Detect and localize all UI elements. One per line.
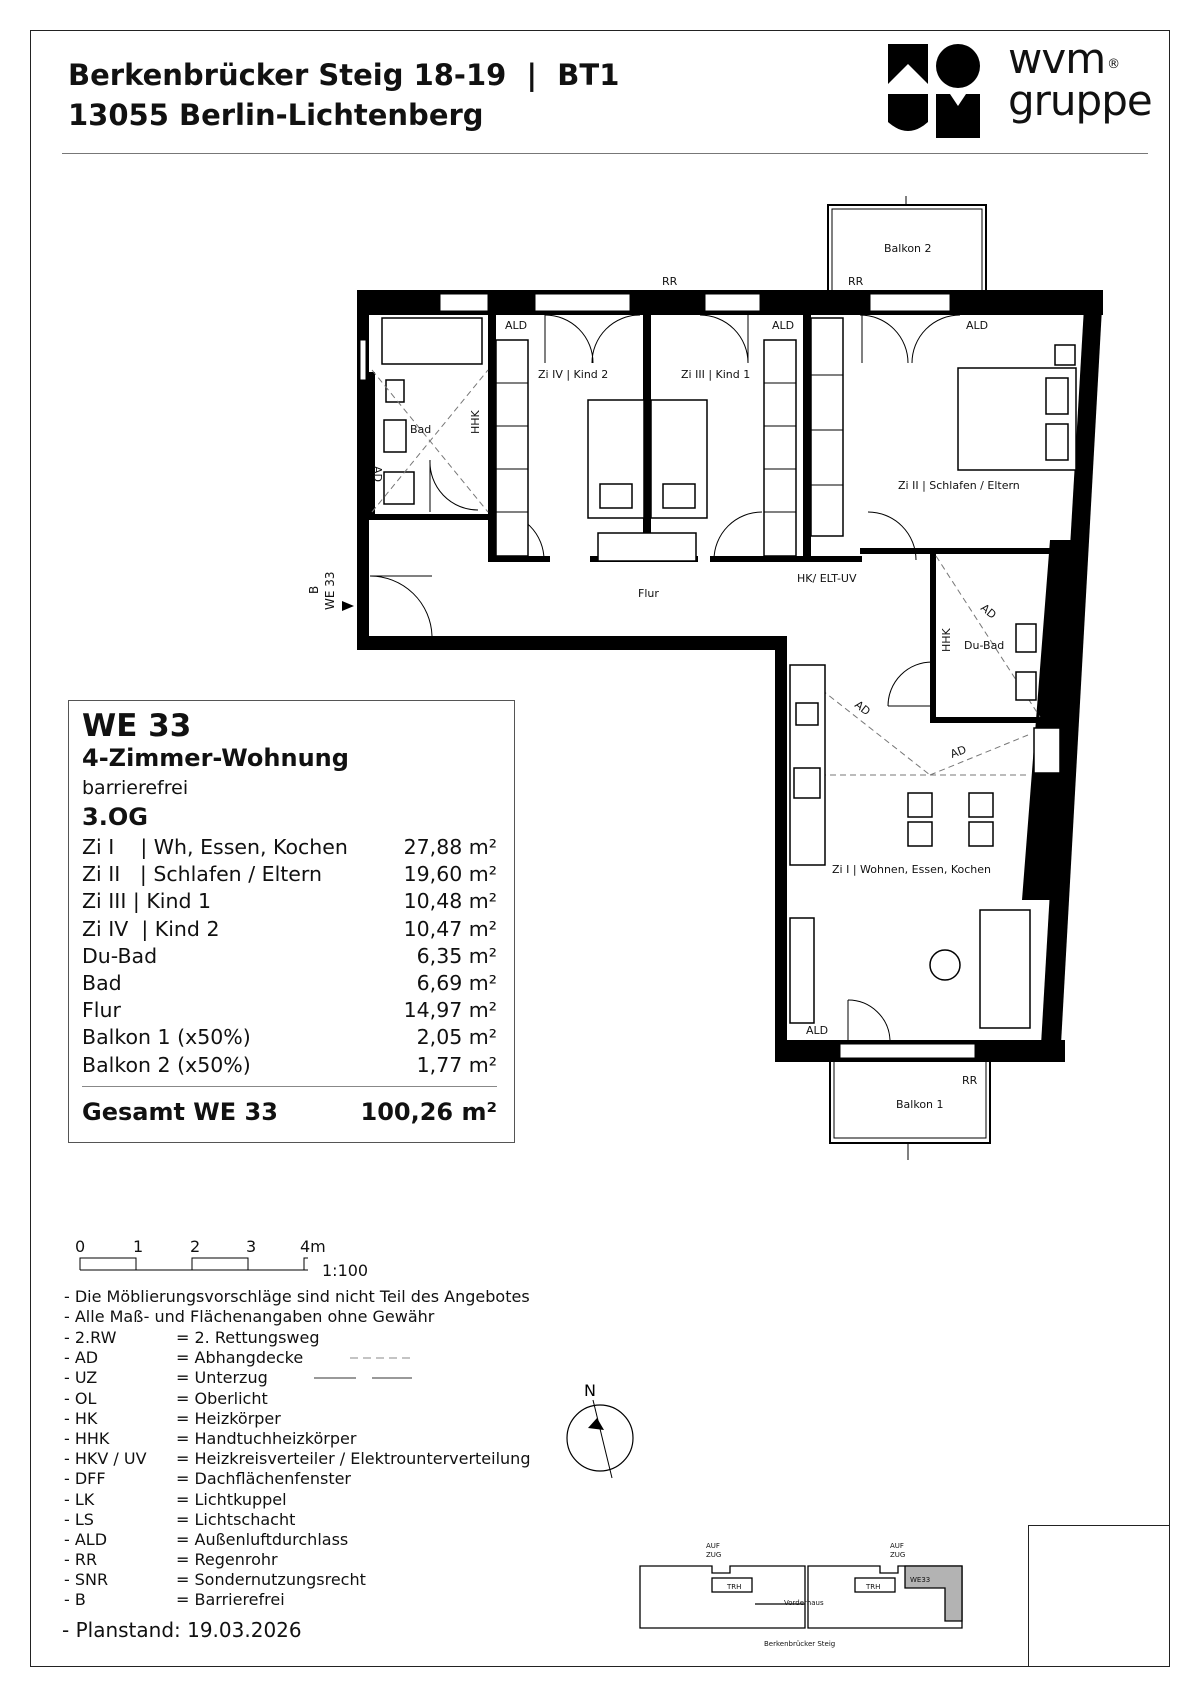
brand-top: wvm [1008,34,1106,83]
site-trh-2: TRH [866,1583,881,1591]
label-rr-2: RR [848,275,864,288]
label-ald-1: ALD [505,319,528,332]
unit-floor: 3.OG [82,803,148,831]
label-ald-2: ALD [772,319,795,332]
legend-row [64,1550,530,1570]
compass-icon [567,1381,633,1478]
total-label: Gesamt WE 33 [82,1098,278,1126]
legend-key: - HHK [64,1428,110,1448]
legend-row [64,1510,530,1530]
label-flur: Flur [638,587,659,600]
legend-value: = Außenluftdurchlass [176,1529,349,1549]
room-row [82,888,497,915]
legend-value: = Heizkörper [176,1408,281,1428]
note-2: - Alle Maß- und Flächenangaben ohne Gewähr [64,1307,435,1327]
legend-value: = 2. Rettungsweg [176,1328,320,1347]
address-line-2: 13055 Berlin-Lichtenberg [68,98,484,132]
plan-date: - Planstand: 19.03.2026 [62,1618,302,1642]
room-area: 2,05 m² [416,1025,497,1050]
scale-tick-2: 2 [190,1237,201,1256]
legend-key: - B [64,1590,86,1610]
room-row [82,1052,497,1079]
room-row [82,916,497,943]
legend-key: - LK [64,1489,95,1509]
label-ad-3: AD [852,698,873,719]
legend-row [64,1590,530,1610]
scale-ratio: 1:100 [322,1261,369,1280]
legend-key: - ALD [64,1529,108,1549]
legend [64,1328,530,1611]
legend-row [64,1409,530,1429]
unit-barrier: barrierefrei [82,777,189,799]
legend-value: = Lichtschacht [176,1509,296,1529]
label-ald-4: ALD [806,1024,829,1037]
scale-tick-0: 0 [75,1237,86,1256]
compass-north-label: N [584,1381,596,1400]
unit-type: 4-Zimmer-Wohnung [82,744,349,772]
site-trh-1: TRH [727,1583,742,1591]
legend-row [64,1389,530,1409]
room-area: 6,69 m² [416,970,497,995]
label-balkon-2: Balkon 2 [884,242,932,255]
site-we33: WE33 [910,1576,931,1584]
room-name: Zi III | Kind 1 [82,889,212,914]
note-1: - Die Möblierungsvorschläge sind nicht Teil des Angebotes [64,1287,530,1306]
legend-key: - HKV / UV [64,1449,147,1469]
site-vorderhaus: Vorderhaus [784,1599,824,1607]
legend-value: = Sondernutzungsrecht [176,1570,366,1590]
legend-row [64,1490,530,1510]
legend-value: = Dachflächenfenster [176,1469,352,1489]
legend-key: - 2.RW [64,1328,117,1347]
room-name: Du-Bad [82,943,158,968]
room-row [82,861,497,888]
site-street: Berkenbrücker Steig [764,1640,836,1648]
legend-value: = Regenrohr [176,1550,278,1570]
label-hhk-2: HHK [940,628,953,652]
room-row [82,1024,497,1051]
label-ald-3: ALD [966,319,989,332]
label-ad-4: AD [948,743,969,761]
legend-row [64,1530,530,1550]
label-ad-2: AD [978,601,999,622]
entrance-arrow-icon [342,601,354,611]
room-row [82,997,497,1024]
room-name: Balkon 2 (x50%) [82,1052,251,1077]
corner-box [1028,1525,1170,1667]
legend-row [64,1328,530,1348]
label-du-bad: Du-Bad [964,639,1005,652]
scale-tick-3: 3 [246,1237,257,1256]
label-rr-3: RR [962,1074,978,1087]
label-bad: Bad [410,423,432,436]
label-balkon-1: Balkon 1 [896,1098,944,1111]
room-area: 10,48 m² [403,889,497,914]
label-entrance-we: WE 33 [323,571,337,610]
legend-value: = Oberlicht [176,1388,268,1408]
total-divider [82,1086,497,1087]
room-row [82,834,497,861]
legend-value: = Lichtkuppel [176,1489,287,1509]
legend-row [64,1570,530,1590]
legend-value: = Abhangdecke [176,1348,304,1368]
room-area: 6,35 m² [416,943,497,968]
room-name: Bad [82,970,122,995]
legend-row [64,1348,530,1368]
registered-mark: ® [1107,57,1120,72]
unit-title: WE 33 [82,708,192,744]
label-hk-elt: HK/ ELT-UV [797,572,857,585]
room-name: Balkon 1 (x50%) [82,1025,251,1050]
legend-value: = Heizkreisverteiler / Elektrounterverteilung [176,1449,531,1469]
label-zi-3: Zi III | Kind 1 [681,368,751,381]
site-auf-2: AUF [890,1542,904,1550]
site-zug-1: ZUG [706,1551,722,1559]
site-zug-2: ZUG [890,1551,906,1559]
legend-value: = Unterzug [176,1368,268,1388]
legend-value: = Barrierefrei [176,1590,285,1610]
legend-row [64,1449,530,1469]
room-area: 10,47 m² [403,916,497,941]
room-area: 19,60 m² [403,862,497,887]
legend-key: - SNR [64,1570,109,1590]
room-area: 14,97 m² [403,998,497,1023]
label-rr-1: RR [662,275,678,288]
legend-key: - LS [64,1509,94,1529]
brand-bottom: gruppe [1008,76,1152,125]
room-name: Zi IV | Kind 2 [82,916,220,941]
room-row [82,970,497,997]
label-hhk-1: HHK [469,410,482,434]
notes [64,1287,530,1327]
legend-row [64,1368,530,1388]
legend-key: - UZ [64,1368,98,1388]
legend-key: - DFF [64,1469,106,1489]
label-ad-1: AD [371,466,384,482]
legend-key: - AD [64,1348,99,1368]
site-auf-1: AUF [706,1542,720,1550]
address-line-1: Berkenbrücker Steig 18-19 | BT1 [68,58,620,92]
scale-tick-1: 1 [133,1237,144,1256]
room-name: Flur [82,998,121,1023]
room-area: 1,77 m² [416,1052,497,1077]
legend-row [64,1429,530,1449]
room-list [82,834,497,1079]
label-zi-1: Zi I | Wohnen, Essen, Kochen [832,863,991,876]
legend-value: = Handtuchheizkörper [176,1428,357,1448]
label-zi-4: Zi IV | Kind 2 [538,368,609,381]
legend-row [64,1469,530,1489]
legend-key: - HK [64,1408,98,1428]
scale-tick-4: 4m [300,1237,326,1256]
label-zi-2: Zi II | Schlafen / Eltern [898,479,1020,492]
legend-key: - RR [64,1550,98,1570]
scale-bar [80,1258,308,1270]
total-area: 100,26 m² [360,1098,497,1126]
label-entrance-b: B [307,585,321,594]
room-name: Zi II | Schlafen / Eltern [82,862,322,887]
room-row [82,943,497,970]
total-row [82,1098,497,1126]
room-area: 27,88 m² [403,835,497,859]
room-name: Zi I | Wh, Essen, Kochen [82,835,348,859]
legend-key: - OL [64,1388,97,1408]
